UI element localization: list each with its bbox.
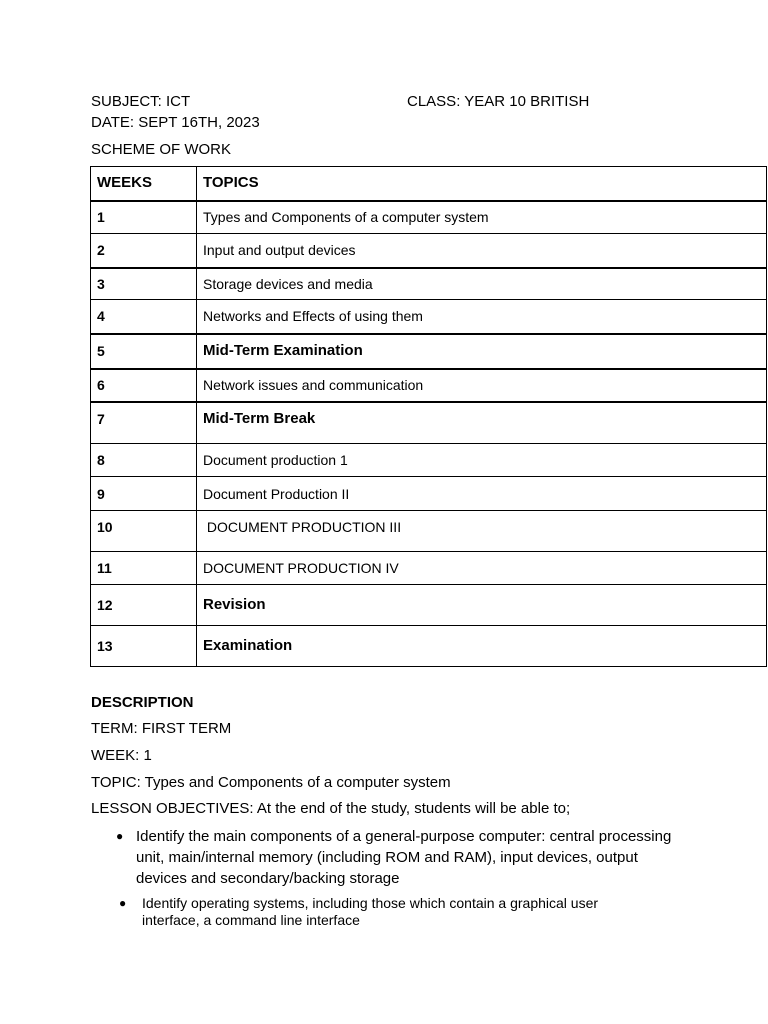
topic-cell: DOCUMENT PRODUCTION IV bbox=[197, 552, 767, 585]
subject-label: SUBJECT: ICT bbox=[91, 93, 191, 110]
class-label: CLASS: YEAR 10 BRITISH bbox=[407, 93, 590, 110]
table-row bbox=[91, 300, 767, 334]
lesson-objectives-label: LESSON OBJECTIVES: At the end of the study, students will be able to; bbox=[91, 800, 571, 817]
table-row bbox=[91, 477, 767, 511]
table-row bbox=[91, 585, 767, 626]
week-cell: 8 bbox=[91, 444, 197, 477]
week-cell: 13 bbox=[91, 626, 197, 667]
table-row bbox=[91, 369, 767, 402]
table-header-row bbox=[91, 167, 767, 201]
table-row bbox=[91, 268, 767, 300]
topics-column-header: TOPICS bbox=[197, 167, 767, 201]
week-cell: 4 bbox=[91, 300, 197, 334]
weeks-column-header: WEEKS bbox=[91, 167, 197, 201]
objective-list-item bbox=[116, 826, 676, 889]
table-row bbox=[91, 552, 767, 585]
table-row bbox=[91, 402, 767, 444]
topic-cell: Networks and Effects of using them bbox=[197, 300, 767, 334]
topic-cell: Mid-Term Break bbox=[197, 402, 767, 444]
table-row bbox=[91, 234, 767, 268]
objective-text: Identify the main components of a general-purpose computer: central processing unit, main/internal memory (including ROM and RAM), input devices, output devices and secondary/backing storage bbox=[136, 828, 672, 887]
bullet-icon: ● bbox=[119, 896, 127, 910]
objective-list-item bbox=[119, 895, 639, 929]
week-cell: 11 bbox=[91, 552, 197, 585]
week-cell: 3 bbox=[91, 268, 197, 300]
table-row bbox=[91, 334, 767, 369]
week-cell: 2 bbox=[91, 234, 197, 268]
scheme-of-work-table bbox=[90, 166, 767, 667]
week-cell: 9 bbox=[91, 477, 197, 511]
table-row bbox=[91, 444, 767, 477]
topic-cell: Storage devices and media bbox=[197, 268, 767, 300]
topic-cell: Document production 1 bbox=[197, 444, 767, 477]
objective-text: Identify operating systems, including those which contain a graphical user interface, a command line interface bbox=[142, 895, 599, 928]
week-label: WEEK: 1 bbox=[91, 747, 152, 764]
week-cell: 1 bbox=[91, 201, 197, 234]
table-row bbox=[91, 626, 767, 667]
date-label: DATE: SEPT 16TH, 2023 bbox=[91, 114, 260, 131]
week-cell: 5 bbox=[91, 334, 197, 369]
bullet-icon: ● bbox=[116, 829, 124, 843]
week-cell: 10 bbox=[91, 511, 197, 552]
table-row bbox=[91, 201, 767, 234]
topic-cell: Revision bbox=[197, 585, 767, 626]
topic-cell: Input and output devices bbox=[197, 234, 767, 268]
scheme-of-work-heading: SCHEME OF WORK bbox=[91, 141, 232, 158]
topic-label: TOPIC: Types and Components of a computer system bbox=[91, 774, 451, 791]
topic-cell: Mid-Term Examination bbox=[197, 334, 767, 369]
week-cell: 12 bbox=[91, 585, 197, 626]
week-cell: 7 bbox=[91, 402, 197, 444]
term-label: TERM: FIRST TERM bbox=[91, 720, 232, 737]
topic-cell: DOCUMENT PRODUCTION III bbox=[197, 511, 767, 552]
topic-cell: Document Production II bbox=[197, 477, 767, 511]
topic-cell: Network issues and communication bbox=[197, 369, 767, 402]
table-row bbox=[91, 511, 767, 552]
description-heading: DESCRIPTION bbox=[91, 694, 194, 711]
topic-cell: Examination bbox=[197, 626, 767, 667]
topic-cell: Types and Components of a computer system bbox=[197, 201, 767, 234]
week-cell: 6 bbox=[91, 369, 197, 402]
